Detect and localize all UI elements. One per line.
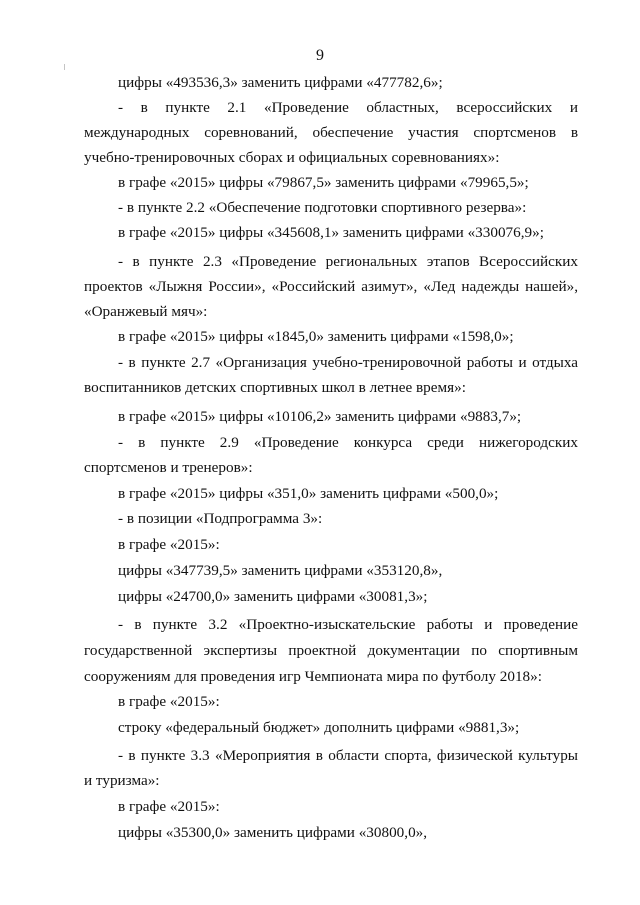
text-line: - в пункте 3.2 «Проектно-изыскательские работы и проведение (118, 616, 578, 633)
text-line: в графе «2015» цифры «345608,1» заменить цифрами «330076,9»; (118, 224, 544, 241)
text-line: цифры «493536,3» заменить цифрами «477782,6»; (118, 74, 443, 91)
text-line: в графе «2015»: (118, 536, 220, 553)
text-line: в графе «2015» цифры «351,0» заменить цифрами «500,0»; (118, 485, 499, 502)
text-line: - в пункте 2.1 «Проведение областных, всероссийских и (118, 99, 578, 116)
text-line: учебно-тренировочных сборах и официальных соревнованиях»: (84, 149, 500, 166)
text-line: - в пункте 2.2 «Обеспечение подготовки спортивного резерва»: (118, 199, 527, 216)
text-line: цифры «24700,0» заменить цифрами «30081,3»; (118, 588, 428, 605)
page-number: 9 (316, 47, 324, 64)
text-line: в графе «2015» цифры «10106,2» заменить цифрами «9883,7»; (118, 408, 522, 425)
text-line: международных соревнований, обеспечение участия спортсменов в (84, 124, 578, 141)
text-line: строку «федеральный бюджет» дополнить цифрами «9881,3»; (118, 719, 520, 736)
text-line: в графе «2015»: (118, 798, 220, 815)
text-line: - в пункте 2.3 «Проведение региональных этапов Всероссийских (118, 253, 578, 270)
text-line: государственной экспертизы проектной документации по спортивным (84, 642, 578, 659)
text-line: - в пункте 2.7 «Организация учебно-тренировочной работы и отдыха (118, 354, 578, 371)
text-line: в графе «2015» цифры «1845,0» заменить цифрами «1598,0»; (118, 328, 514, 345)
text-line: и туризма»: (84, 772, 160, 789)
text-line: цифры «347739,5» заменить цифрами «353120,8», (118, 562, 443, 579)
text-line: сооружениям для проведения игр Чемпионата мира по футболу 2018»: (84, 668, 542, 685)
text-line: цифры «35300,0» заменить цифрами «30800,0», (118, 824, 428, 841)
text-line: - в пункте 3.3 «Мероприятия в области спорта, физической культуры (118, 747, 578, 764)
text-line: воспитанников детских спортивных школ в летнее время»: (84, 379, 466, 396)
text-line: - в позиции «Подпрограмма 3»: (118, 510, 323, 527)
text-line: спортсменов и тренеров»: (84, 459, 253, 476)
text-line: - в пункте 2.9 «Проведение конкурса среди нижегородских (118, 434, 578, 451)
text-line: проектов «Лыжня России», «Российский азимут», «Лед надежды нашей», (84, 278, 578, 295)
text-line: «Оранжевый мяч»: (84, 303, 208, 320)
text-line: в графе «2015» цифры «79867,5» заменить цифрами «79965,5»; (118, 174, 529, 191)
text-line: в графе «2015»: (118, 693, 220, 710)
